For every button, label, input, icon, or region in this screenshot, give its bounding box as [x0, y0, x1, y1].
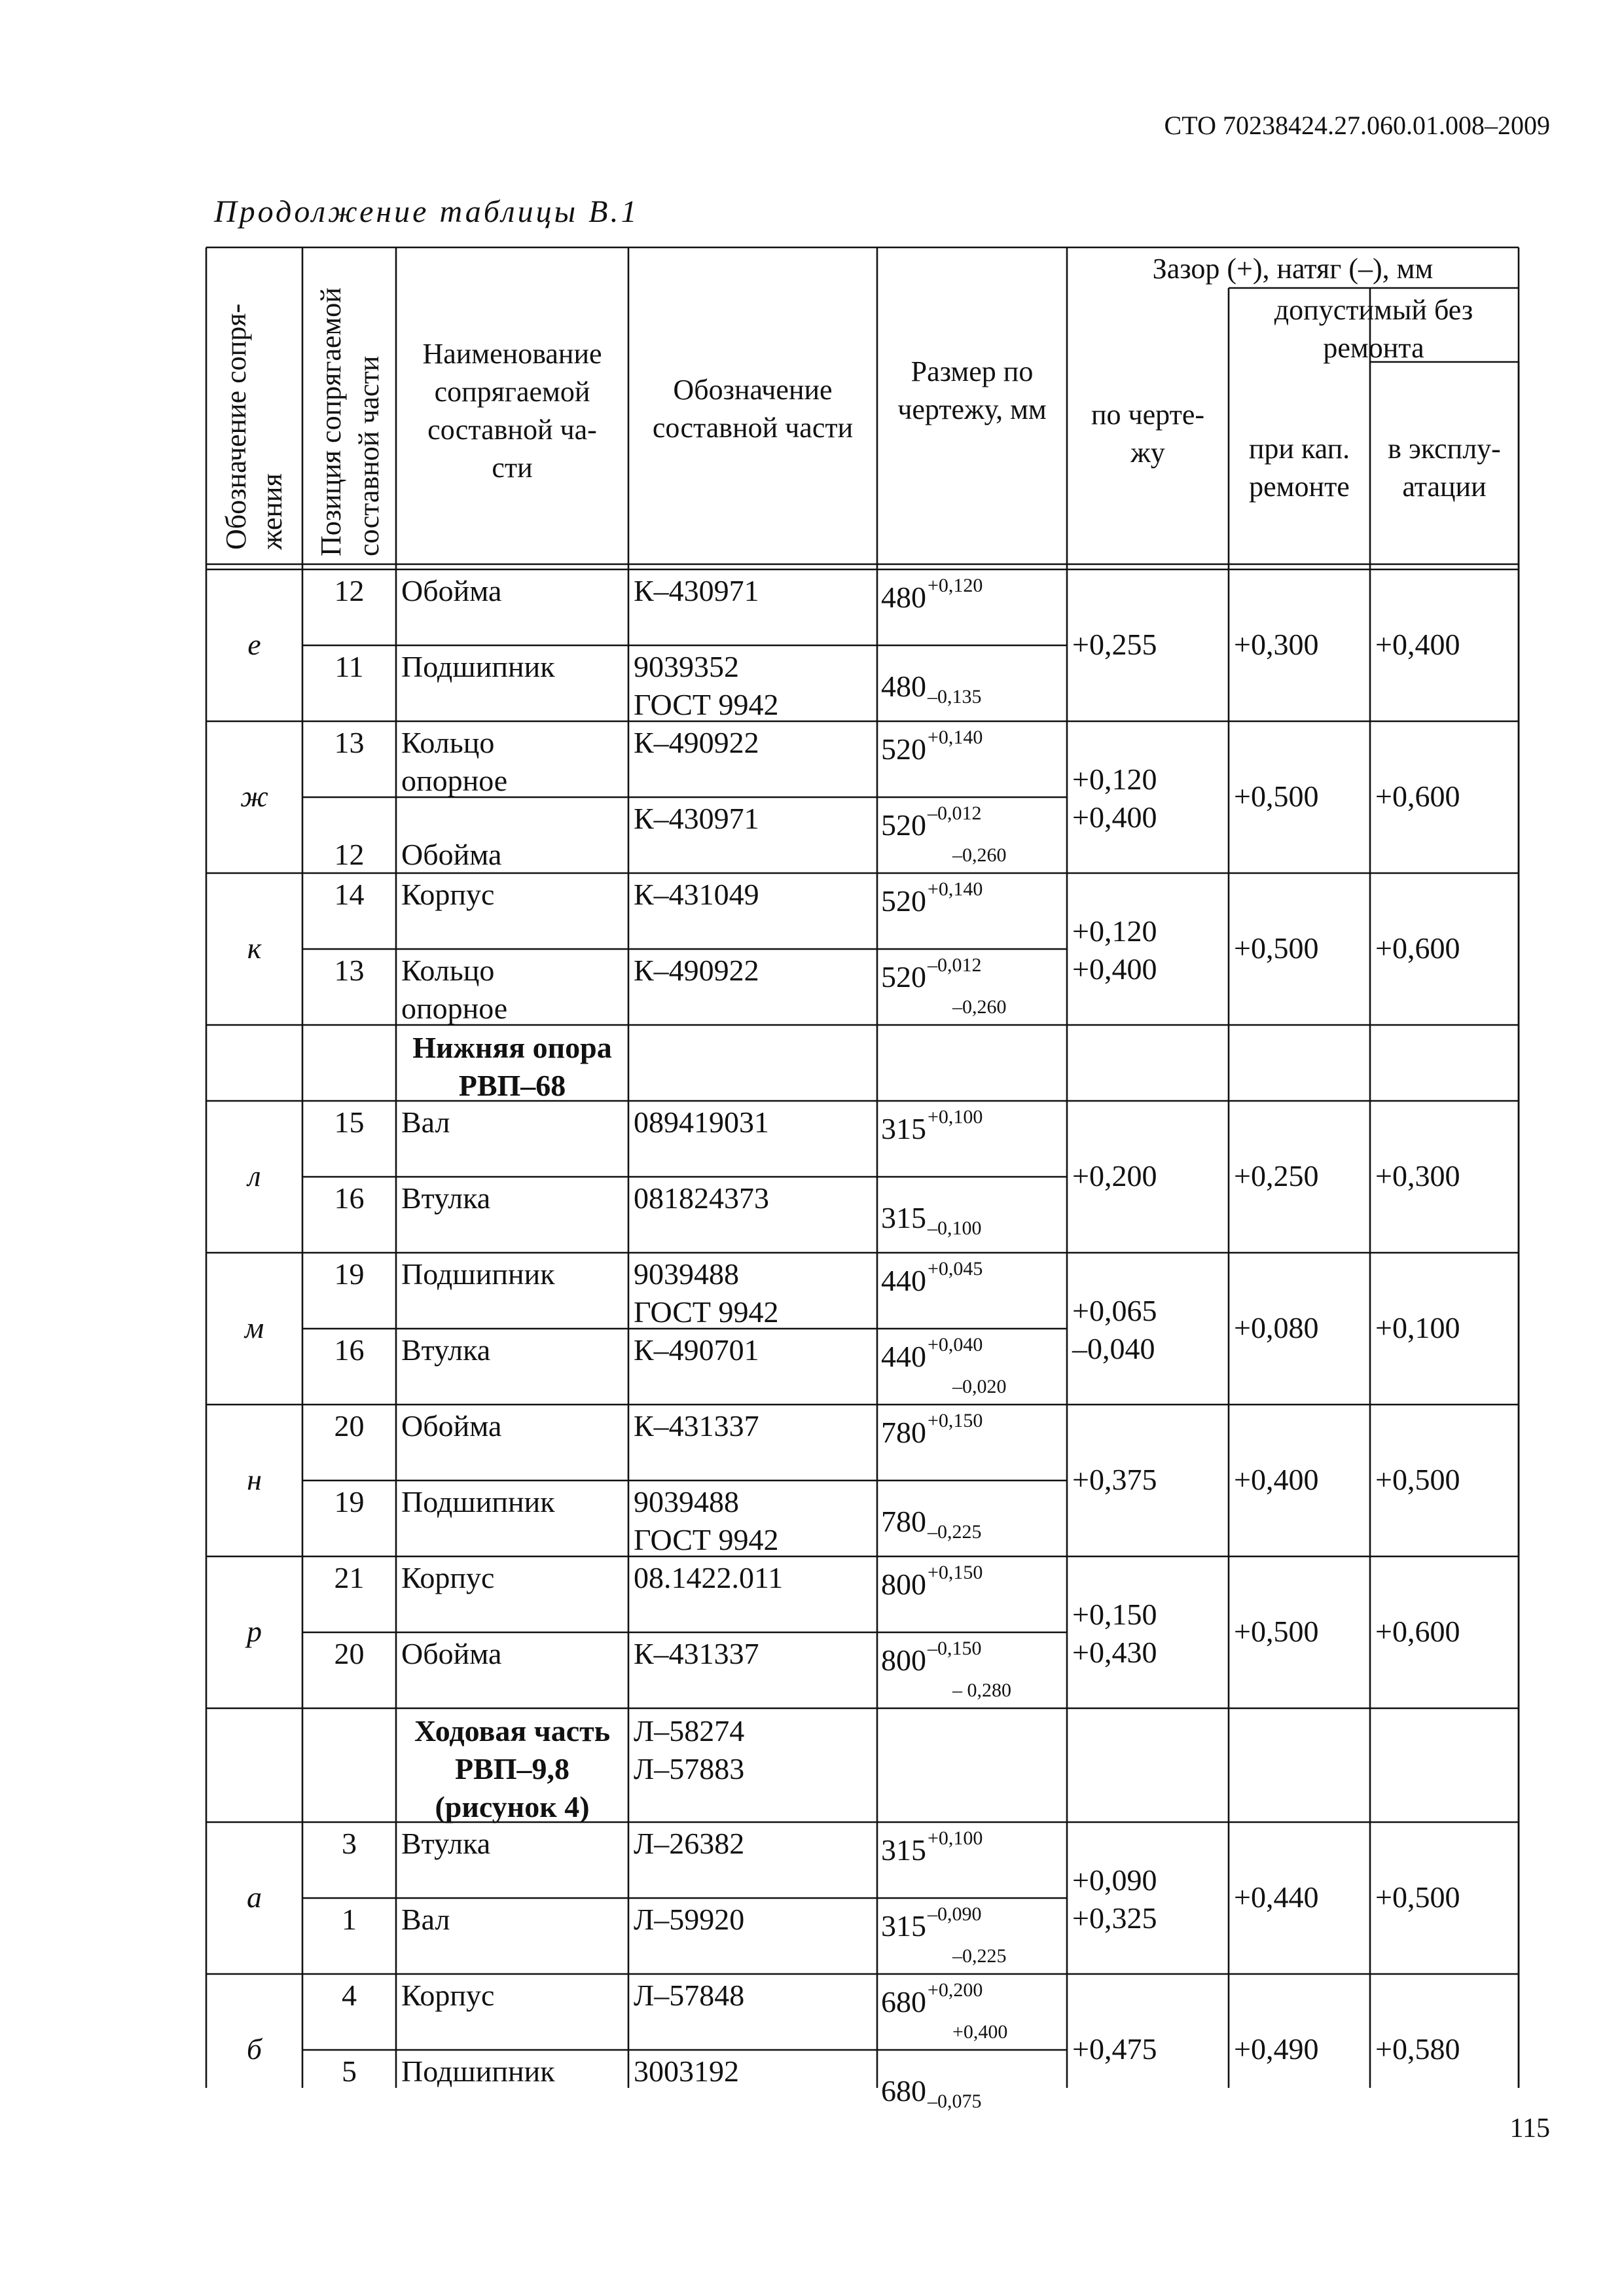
part-name: Обойма — [401, 1637, 502, 1670]
position-number: 3 — [342, 1827, 357, 1860]
mating-designation: б — [246, 2032, 262, 2066]
size-upper-deviation: +0,045 — [928, 1258, 983, 1280]
part-name: Обойма — [401, 1409, 502, 1443]
section-title: Ходовая часть — [414, 1714, 611, 1748]
header-col-designation: Обозначение сопря- — [220, 303, 252, 550]
size-value: 315 — [881, 1112, 926, 1145]
section-title: Нижняя опора — [412, 1031, 612, 1064]
size-upper-deviation: +0,140 — [928, 878, 983, 900]
mating-designation: м — [244, 1311, 264, 1344]
gap-in-operation: +0,580 — [1375, 2032, 1460, 2066]
part-name: Подшипник — [401, 650, 555, 683]
header-by-drawing: по черте- — [1091, 399, 1205, 431]
position-number: 21 — [334, 1561, 365, 1594]
gap-by-drawing: +0,120 — [1072, 914, 1157, 948]
part-code: ГОСТ 9942 — [634, 1295, 779, 1329]
size-value: 315 — [881, 1833, 926, 1867]
part-code: 9039488 — [634, 1485, 739, 1518]
header-gap-group: Зазор (+), натяг (–), мм — [1152, 253, 1434, 285]
position-number: 16 — [334, 1181, 365, 1215]
size-lower-deviation: –0,225 — [952, 1945, 1007, 1967]
header-col-name: составной ча- — [427, 414, 597, 446]
gap-by-drawing: +0,200 — [1072, 1159, 1157, 1193]
gap-cap-repair: +0,500 — [1234, 931, 1319, 965]
part-code: К–430971 — [634, 802, 759, 835]
part-name: Вал — [401, 1903, 450, 1936]
header-in-operation: в эксплу- — [1388, 433, 1501, 465]
size-value: 520 — [881, 732, 926, 766]
gap-cap-repair: +0,500 — [1234, 1615, 1319, 1648]
header-col-name: Наименование — [422, 338, 602, 370]
part-code: Л–59920 — [634, 1903, 745, 1936]
gap-in-operation: +0,600 — [1375, 931, 1460, 965]
size-upper-deviation: –0,090 — [928, 1903, 982, 1925]
part-code: 9039352 — [634, 650, 739, 683]
gap-by-drawing: +0,400 — [1072, 952, 1157, 986]
part-code: 08.1422.011 — [634, 1561, 784, 1594]
size-lower-deviation: –0,225 — [928, 1521, 982, 1543]
part-name: Подшипник — [401, 1485, 555, 1518]
header-col-position: составной части — [353, 355, 385, 556]
size-lower-deviation: –0,100 — [928, 1217, 982, 1239]
gap-by-drawing: +0,325 — [1072, 1901, 1157, 1935]
part-code: ГОСТ 9942 — [634, 688, 779, 721]
size-upper-deviation: +0,140 — [928, 726, 983, 748]
gap-by-drawing: +0,090 — [1072, 1863, 1157, 1897]
position-number: 19 — [334, 1257, 365, 1291]
part-code: К–490701 — [634, 1333, 759, 1367]
section-code: Л–57883 — [634, 1752, 745, 1785]
header-col-code: составной части — [652, 412, 854, 444]
size-lower-deviation: –0,020 — [952, 1376, 1007, 1397]
mating-designation: а — [247, 1880, 262, 1914]
position-number: 1 — [342, 1903, 357, 1936]
size-upper-deviation: –0,012 — [928, 954, 982, 976]
position-number: 20 — [334, 1637, 365, 1670]
position-number: 13 — [334, 954, 365, 987]
size-value: 480 — [881, 581, 926, 614]
part-name: Корпус — [401, 1561, 495, 1594]
part-name: Корпус — [401, 878, 495, 911]
mating-designation: н — [247, 1463, 262, 1496]
size-lower-deviation: –0,260 — [952, 996, 1007, 1018]
part-code: 3003192 — [634, 2054, 739, 2088]
gap-by-drawing: +0,430 — [1072, 1636, 1157, 1669]
position-number: 11 — [334, 650, 364, 683]
gap-in-operation: +0,600 — [1375, 1615, 1460, 1648]
size-value: 680 — [881, 1985, 926, 2018]
part-name: Обойма — [401, 838, 502, 871]
size-upper-deviation: –0,012 — [928, 802, 982, 824]
gap-in-operation: +0,600 — [1375, 780, 1460, 813]
mating-designation: к — [247, 931, 262, 965]
size-value: 480 — [881, 670, 926, 703]
gap-by-drawing: +0,255 — [1072, 628, 1157, 661]
header-col-position: Позиция сопрягаемой — [315, 287, 347, 556]
header-col-code: Обозначение — [673, 374, 833, 406]
part-code: К–490922 — [634, 726, 759, 759]
table-caption: Продолжение таблицы В.1 — [214, 194, 640, 229]
gap-by-drawing: +0,065 — [1072, 1294, 1157, 1327]
gap-in-operation: +0,300 — [1375, 1159, 1460, 1193]
position-number: 19 — [334, 1485, 365, 1518]
part-name: опорное — [401, 764, 508, 797]
size-value: 780 — [881, 1416, 926, 1449]
gap-by-drawing: +0,150 — [1072, 1598, 1157, 1631]
part-code: К–431337 — [634, 1637, 759, 1670]
position-number: 4 — [342, 1979, 357, 2012]
position-number: 12 — [334, 574, 365, 607]
part-code: 9039488 — [634, 1257, 739, 1291]
page-number: 115 — [1509, 2113, 1550, 2144]
size-upper-deviation: +0,150 — [928, 1410, 983, 1431]
gap-cap-repair: +0,080 — [1234, 1311, 1319, 1344]
gap-cap-repair: +0,500 — [1234, 780, 1319, 813]
size-upper-deviation: +0,200 — [928, 1979, 983, 2001]
size-value: 680 — [881, 2074, 926, 2108]
gap-cap-repair: +0,440 — [1234, 1880, 1319, 1914]
part-code: К–431337 — [634, 1409, 759, 1443]
gap-cap-repair: +0,300 — [1234, 628, 1319, 661]
gap-in-operation: +0,400 — [1375, 628, 1460, 661]
mating-designation: л — [247, 1159, 261, 1193]
gap-by-drawing: +0,400 — [1072, 800, 1157, 834]
part-code: 081824373 — [634, 1181, 769, 1215]
header-in-operation: атации — [1402, 471, 1487, 503]
gap-cap-repair: +0,250 — [1234, 1159, 1319, 1193]
header-allowed-group: ремонта — [1323, 332, 1424, 364]
size-value: 800 — [881, 1568, 926, 1601]
header-cap-repair: при кап. — [1248, 433, 1350, 465]
size-value: 440 — [881, 1340, 926, 1373]
position-number: 12 — [334, 838, 365, 871]
gap-by-drawing: +0,120 — [1072, 762, 1157, 796]
part-name: Вал — [401, 1105, 450, 1139]
size-value: 780 — [881, 1505, 926, 1538]
part-name: опорное — [401, 992, 508, 1025]
gap-by-drawing: +0,475 — [1072, 2032, 1157, 2066]
position-number: 13 — [334, 726, 365, 759]
mating-designation: е — [247, 628, 261, 661]
header-col-size: чертежу, мм — [897, 393, 1047, 425]
header-cap-repair: ремонте — [1249, 471, 1350, 503]
part-name: Втулка — [401, 1333, 491, 1367]
section-title: РВП–9,8 — [454, 1752, 570, 1785]
size-upper-deviation: +0,100 — [928, 1106, 983, 1128]
header-col-name: сти — [492, 452, 533, 484]
size-value: 520 — [881, 884, 926, 918]
part-name: Кольцо — [401, 954, 495, 987]
part-name: Обойма — [401, 574, 502, 607]
header-by-drawing: жу — [1130, 437, 1165, 469]
header-col-size: Размер по — [911, 355, 1034, 387]
header-col-name: сопрягаемой — [434, 376, 590, 408]
gap-in-operation: +0,500 — [1375, 1880, 1460, 1914]
header-col-designation: жения — [256, 473, 288, 550]
gap-cap-repair: +0,400 — [1234, 1463, 1319, 1496]
part-code: 089419031 — [634, 1105, 769, 1139]
position-number: 20 — [334, 1409, 365, 1443]
size-value: 520 — [881, 808, 926, 842]
part-name: Втулка — [401, 1827, 491, 1860]
size-upper-deviation: –0,150 — [928, 1638, 982, 1659]
document-code: СТО 70238424.27.060.01.008–2009 — [1164, 111, 1550, 140]
gap-by-drawing: –0,040 — [1072, 1332, 1155, 1365]
part-name: Подшипник — [401, 2054, 555, 2088]
size-value: 800 — [881, 1643, 926, 1677]
part-code: К–431049 — [634, 878, 759, 911]
mating-designation: ж — [240, 780, 268, 813]
position-number: 14 — [334, 878, 365, 911]
gap-in-operation: +0,100 — [1375, 1311, 1460, 1344]
size-upper-deviation: +0,150 — [928, 1562, 983, 1583]
gap-by-drawing: +0,375 — [1072, 1463, 1157, 1496]
section-code: Л–58274 — [634, 1714, 745, 1748]
gap-cap-repair: +0,490 — [1234, 2032, 1319, 2066]
part-code: Л–26382 — [634, 1827, 745, 1860]
section-title: (рисунок 4) — [435, 1790, 590, 1823]
mating-designation: р — [247, 1615, 262, 1648]
size-lower-deviation: –0,075 — [928, 2090, 982, 2112]
size-lower-deviation: +0,400 — [952, 2021, 1008, 2043]
part-name: Корпус — [401, 1979, 495, 2012]
part-code: Л–57848 — [634, 1979, 745, 2012]
part-name: Кольцо — [401, 726, 495, 759]
size-upper-deviation: +0,040 — [928, 1334, 983, 1355]
gap-in-operation: +0,500 — [1375, 1463, 1460, 1496]
part-name: Подшипник — [401, 1257, 555, 1291]
size-lower-deviation: –0,135 — [928, 686, 982, 708]
size-upper-deviation: +0,120 — [928, 575, 983, 596]
size-value: 315 — [881, 1909, 926, 1943]
part-code: К–430971 — [634, 574, 759, 607]
position-number: 15 — [334, 1105, 365, 1139]
position-number: 5 — [342, 2054, 357, 2088]
part-code: ГОСТ 9942 — [634, 1523, 779, 1556]
size-upper-deviation: +0,100 — [928, 1827, 983, 1849]
size-value: 315 — [881, 1201, 926, 1234]
size-value: 440 — [881, 1264, 926, 1297]
size-value: 520 — [881, 960, 926, 994]
size-lower-deviation: – 0,280 — [952, 1679, 1011, 1701]
section-title: РВП–68 — [458, 1069, 566, 1102]
part-code: К–490922 — [634, 954, 759, 987]
part-name: Втулка — [401, 1181, 491, 1215]
position-number: 16 — [334, 1333, 365, 1367]
size-lower-deviation: –0,260 — [952, 844, 1007, 866]
header-allowed-group: допустимый без — [1274, 294, 1473, 326]
